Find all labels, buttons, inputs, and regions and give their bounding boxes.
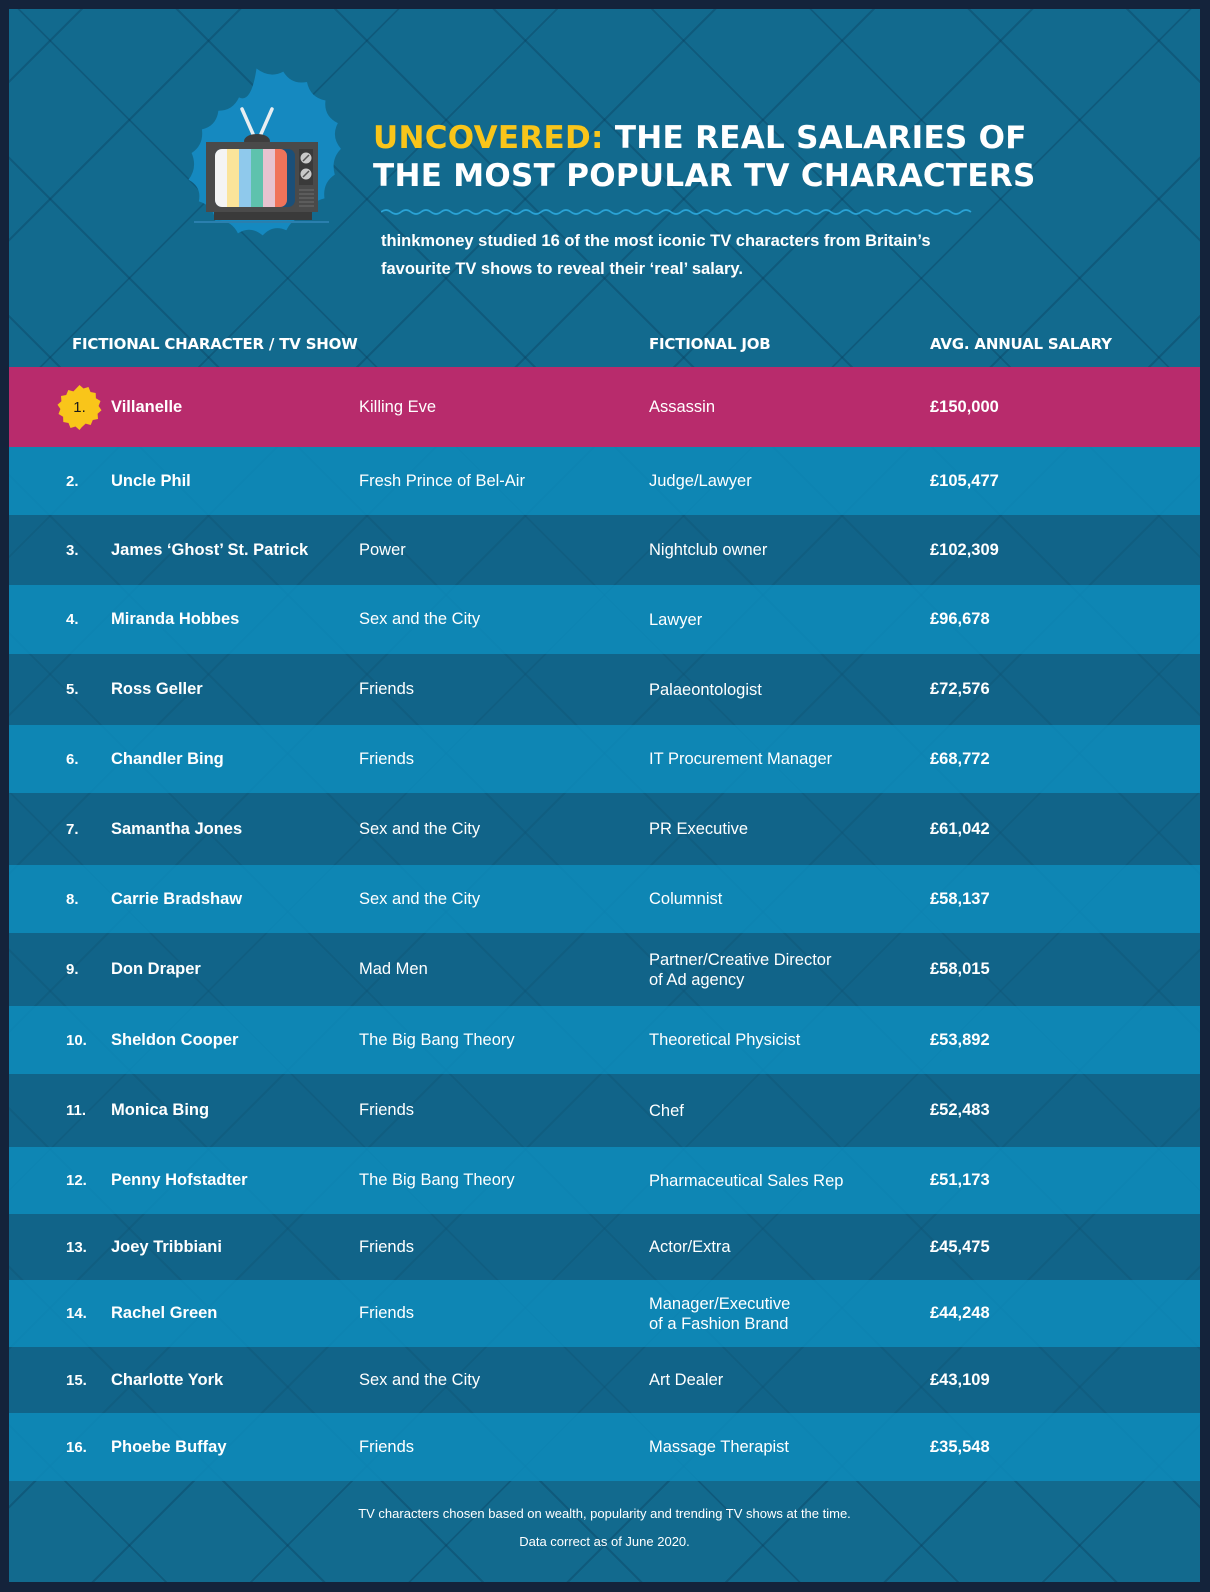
- fictional-job: [649, 1294, 790, 1334]
- table-row: [9, 515, 1200, 585]
- job-line: PR Executive: [649, 820, 749, 838]
- subtitle-line-2: favourite TV shows to reveal their ‘real’ salary.: [381, 260, 743, 278]
- rank-number: 3.: [66, 541, 79, 559]
- annual-salary: £61,042: [930, 819, 990, 838]
- rank-number: 12.: [66, 1172, 87, 1189]
- rank-number: 14.: [66, 1305, 87, 1322]
- tv-show: Friends: [359, 1237, 415, 1256]
- job-line: Nightclub owner: [649, 541, 768, 559]
- job-line: Columnist: [649, 890, 723, 908]
- fictional-job: [649, 749, 832, 769]
- annual-salary: £45,475: [930, 1237, 990, 1256]
- tv-show: Sex and the City: [359, 610, 481, 628]
- tv-show: Power: [359, 540, 406, 559]
- tv-show: Sex and the City: [359, 889, 481, 908]
- rank-number: 4.: [66, 611, 79, 628]
- job-line: of a Fashion Brand: [649, 1314, 789, 1333]
- job-line: Theoretical Physicist: [649, 1031, 801, 1049]
- tv-show: Sex and the City: [359, 819, 481, 838]
- annual-salary: £68,772: [930, 749, 990, 768]
- tv-show: Friends: [359, 1101, 415, 1119]
- character-name: Joey Tribbiani: [111, 1237, 222, 1256]
- salary-table: [9, 367, 1200, 1481]
- character-name: Carrie Bradshaw: [111, 889, 243, 908]
- fictional-job: [649, 680, 762, 700]
- subtitle-line-1: thinkmoney studied 16 of the most iconic TV characters from Britain’s: [381, 232, 931, 250]
- annual-salary: £105,477: [930, 471, 999, 490]
- fictional-job: [649, 1370, 723, 1390]
- title-accent: UNCOVERED:: [373, 120, 604, 156]
- table-row: [9, 725, 1200, 793]
- table-row: [9, 367, 1200, 447]
- rank-number: 5.: [66, 681, 79, 698]
- table-row: [9, 1214, 1200, 1280]
- fictional-job: [649, 1030, 800, 1050]
- annual-salary: £102,309: [930, 540, 999, 559]
- table-row: [9, 1347, 1200, 1413]
- column-header-job: FICTIONAL JOB: [649, 335, 771, 353]
- tv-show: Sex and the City: [359, 1370, 481, 1389]
- table-row: [9, 933, 1200, 1006]
- rank-number: 6.: [66, 750, 79, 768]
- fictional-job: [649, 1437, 789, 1457]
- character-name: Penny Hofstadter: [111, 1171, 248, 1189]
- wavy-divider: [381, 207, 973, 217]
- character-name: James ‘Ghost’ St. Patrick: [111, 540, 309, 559]
- subtitle: [381, 227, 1021, 283]
- character-name: Chandler Bing: [111, 749, 224, 768]
- character-name: Uncle Phil: [111, 471, 191, 490]
- rank-number: 9.: [66, 961, 79, 978]
- table-row: [9, 1280, 1200, 1347]
- job-line: IT Procurement Manager: [649, 750, 833, 768]
- annual-salary: £72,576: [930, 680, 990, 698]
- infographic: [9, 9, 1200, 1582]
- fictional-job: [649, 950, 831, 990]
- character-name: Charlotte York: [111, 1370, 224, 1389]
- character-name: Rachel Green: [111, 1304, 218, 1322]
- tv-show: Fresh Prince of Bel-Air: [359, 471, 525, 490]
- column-header-character-show: FICTIONAL CHARACTER / TV SHOW: [72, 335, 358, 353]
- fictional-job: [649, 471, 752, 491]
- character-name: Samantha Jones: [111, 819, 243, 838]
- character-name: Monica Bing: [111, 1101, 210, 1119]
- footer-note: TV characters chosen based on wealth, popularity and trending TV shows at the time.: [358, 1506, 851, 1521]
- annual-salary: £35,548: [930, 1437, 990, 1456]
- job-line: Judge/Lawyer: [649, 472, 752, 490]
- job-line: Art Dealer: [649, 1371, 724, 1389]
- rank-number: 11.: [66, 1102, 87, 1119]
- table-row: [9, 1074, 1200, 1147]
- tv-show: Friends: [359, 1304, 415, 1322]
- rank-number: 10.: [66, 1031, 87, 1049]
- job-line: Chef: [649, 1101, 684, 1120]
- tv-show: Mad Men: [359, 960, 428, 978]
- fictional-job: [649, 540, 767, 560]
- annual-salary: £150,000: [930, 397, 999, 416]
- annual-salary: £58,137: [930, 889, 990, 908]
- rank-number: 15.: [66, 1371, 87, 1389]
- title-line-1: THE REAL SALARIES OF: [603, 120, 1027, 156]
- footer: [9, 1486, 1200, 1556]
- tv-show: Friends: [359, 1437, 415, 1456]
- column-header-salary: AVG. ANNUAL SALARY: [930, 335, 1112, 353]
- annual-salary: £96,678: [930, 610, 990, 628]
- character-name: Don Draper: [111, 960, 201, 978]
- fictional-job: [649, 1171, 843, 1191]
- job-line: Lawyer: [649, 610, 703, 629]
- annual-salary: £53,892: [930, 1030, 990, 1049]
- fictional-job: [649, 1237, 731, 1257]
- table-row: [9, 793, 1200, 865]
- character-name: Villanelle: [111, 397, 183, 416]
- table-row: [9, 1147, 1200, 1214]
- fictional-job: [649, 397, 715, 417]
- tv-show: The Big Bang Theory: [359, 1171, 515, 1189]
- page-title: [373, 119, 1093, 195]
- table-row: [9, 865, 1200, 933]
- title-line-2: THE MOST POPULAR TV CHARACTERS: [373, 158, 1036, 194]
- table-row: [9, 654, 1200, 725]
- tv-show: Friends: [359, 749, 415, 768]
- job-line: Manager/Executive: [649, 1294, 791, 1313]
- character-name: Phoebe Buffay: [111, 1437, 227, 1456]
- gold-seal-icon: [56, 384, 103, 431]
- rank-number: 8.: [66, 890, 79, 908]
- table-row: [9, 585, 1200, 654]
- table-row: [9, 447, 1200, 515]
- fictional-job: [649, 819, 748, 839]
- character-name: Ross Geller: [111, 680, 203, 698]
- tv-show: The Big Bang Theory: [359, 1030, 515, 1049]
- job-line: Assassin: [649, 398, 716, 416]
- fictional-job: [649, 889, 722, 909]
- tv-show: Friends: [359, 680, 415, 698]
- job-line: Actor/Extra: [649, 1238, 731, 1256]
- rank-number: 2.: [66, 472, 79, 490]
- table-row: [9, 1413, 1200, 1481]
- job-line: Partner/Creative Director: [649, 950, 832, 969]
- annual-salary: £44,248: [930, 1304, 990, 1322]
- annual-salary: £43,109: [930, 1370, 990, 1389]
- job-line: of Ad agency: [649, 970, 745, 989]
- fictional-job: [649, 610, 702, 630]
- character-name: Miranda Hobbes: [111, 610, 240, 628]
- annual-salary: £52,483: [930, 1101, 990, 1119]
- retro-tv-icon: [154, 67, 359, 272]
- job-line: Massage Therapist: [649, 1438, 790, 1456]
- annual-salary: £58,015: [930, 960, 990, 978]
- annual-salary: £51,173: [930, 1171, 990, 1189]
- job-line: Pharmaceutical Sales Rep: [649, 1171, 844, 1190]
- footer-date: Data correct as of June 2020.: [519, 1534, 690, 1549]
- table-row: [9, 1006, 1200, 1074]
- fictional-job: [649, 1101, 684, 1121]
- rank-number: 13.: [66, 1238, 87, 1256]
- rank-number: 16.: [66, 1438, 87, 1456]
- character-name: Sheldon Cooper: [111, 1030, 239, 1049]
- rank-number: 7.: [66, 820, 79, 838]
- job-line: Palaeontologist: [649, 680, 762, 699]
- tv-show: Killing Eve: [359, 397, 437, 416]
- rank-number: 1.: [73, 399, 86, 416]
